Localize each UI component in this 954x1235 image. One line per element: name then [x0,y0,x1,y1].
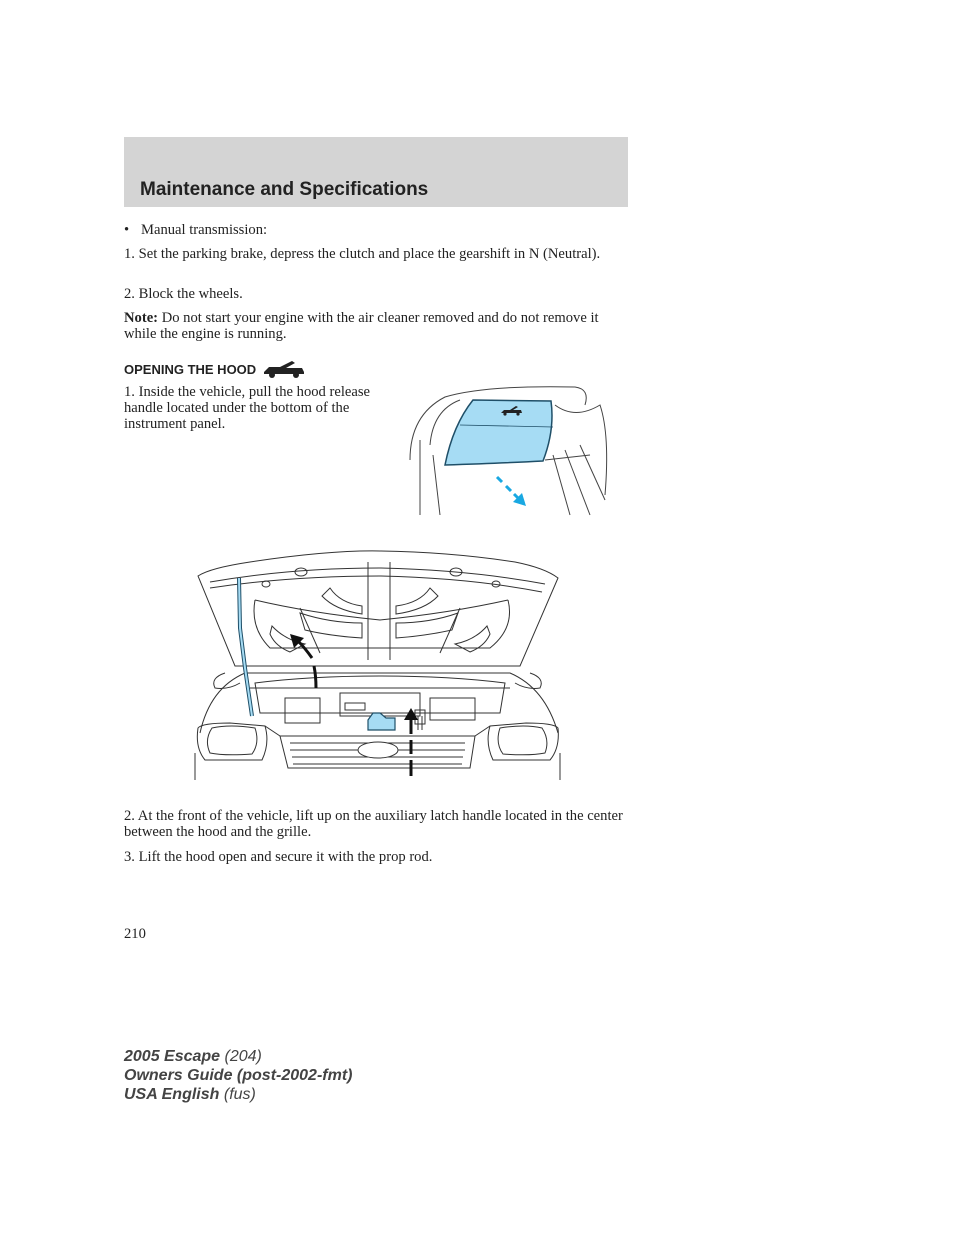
hood-step-3: 3. Lift the hood open and secure it with the prop rod. [124,849,433,865]
bullet-item [124,222,628,238]
section-title: Maintenance and Specifications [140,179,429,200]
hood-release-handle [445,400,552,465]
hood-swing-arrow [290,634,316,688]
footer [124,1047,352,1104]
open-hood-illustration [190,548,565,783]
pull-direction-arrow [497,477,526,506]
footer-line-3: USA English (fus) [124,1086,256,1103]
hood-open-car-icon [262,359,306,379]
page-number: 210 [124,926,146,942]
section-heading-text: OPENING THE HOOD [124,361,257,377]
footer-line-1: 2005 Escape (204) [124,1048,262,1065]
prop-rod [239,578,252,716]
lift-up-arrow [404,708,418,776]
hood-release-illustration [405,385,615,520]
note-paragraph [124,310,628,342]
hood-step-1: 1. Inside the vehicle, pull the hood release handle located under the bottom of the instrument panel. [124,384,370,432]
bullet-text: Manual transmission: [141,222,268,238]
section-header-bar [124,137,628,207]
note-text: Do not start your engine with the air cleaner removed and do not remove it while the engine is running. [124,310,599,342]
step-block-wheels: 2. Block the wheels. [124,286,243,302]
hood-step-2: 2. At the front of the vehicle, lift up on the auxiliary latch handle located in the center between the hood and the grille. [124,808,623,840]
note-label: Note: [124,310,159,326]
footer-line-2: Owners Guide (post-2002-fmt) [124,1067,353,1084]
bullet-icon: • [124,222,130,238]
step-parking: 1. Set the parking brake, depress the clutch and place the gearshift in N (Neutral). [124,246,601,262]
section-heading [124,359,306,379]
